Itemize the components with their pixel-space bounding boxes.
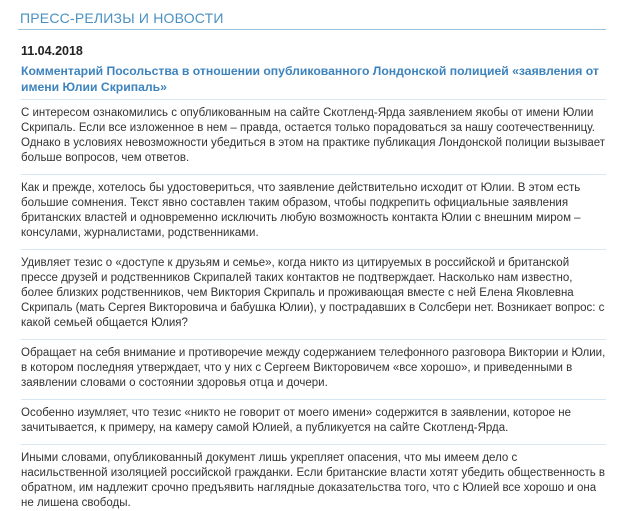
news-page bbox=[0, 10, 620, 509]
article-paragraph: Особенно изумляет, что тезис «никто не говорит от моего имени» содержится в заявлении, которое не зачитывается, к примеру, на камеру самой Юлией, а публикуется на сайте Скотленд-Ярда. bbox=[21, 399, 606, 436]
article-paragraph: Обращает на себя внимание и противоречие между содержанием телефонного разговора Виктории и Юлии, в котором последняя утверждает, что у них с Сергеем Викторовичем «все хорошо», и приведенными в заявлении словами о состоянии здоровья отца и дочери. bbox=[21, 339, 606, 391]
section-title: ПРЕСС-РЕЛИЗЫ И НОВОСТИ bbox=[18, 10, 606, 30]
article-paragraph: Как и прежде, хотелось бы удостовериться, что заявление действительно исходит от Юлии. В этом есть большие сомнения. Текст явно составлен таким образом, чтобы подкрепить официальные заявления британских властей и одновременно исключить любую возможность контакта Юлии с внешним миром – консулами, журналистами, родственниками. bbox=[21, 174, 606, 241]
article-paragraph: С интересом ознакомились с опубликованным на сайте Скотленд-Ярда заявлением якобы от имени Юлии Скрипаль. Если все изложенное в нем – правда, остается только порадоваться за нашу соотечественницу. Однако в условиях невозможности убедиться в этом на практике публикация Лондонской полиции вызывает больше вопросов, чем ответов. bbox=[21, 99, 606, 166]
article-title-link[interactable]: Комментарий Посольства в отношении опубликованного Лондонской полицией «заявления от имени Юлии Скрипаль» bbox=[21, 64, 599, 94]
article-paragraph: Иными словами, опубликованный документ лишь укрепляет опасения, что мы имеем дело с насильственной изоляцией российской гражданки. Если британские власти хотят убедить общественность в обратном, им надлежит срочно предъявить наглядные доказательства того, что с Юлией все хорошо и она не лишена свободы. bbox=[21, 444, 606, 511]
article-paragraph: Удивляет тезис о «доступе к друзьям и семье», когда никто из цитируемых в российской и британской прессе друзей и родственников Скрипалей таких контактов не подтверждает. Насколько нам известно, более близких родственников, чем Виктория Скрипаль и проживающая вместе с ней Елена Яковлевна Скрипаль (мать Сергея Викторовича и бабушка Юлии), у пострадавших в Солсбери нет. Возникает вопрос: с какой семьей общается Юлия? bbox=[21, 249, 606, 331]
article-date: 11.04.2018 bbox=[21, 44, 83, 58]
